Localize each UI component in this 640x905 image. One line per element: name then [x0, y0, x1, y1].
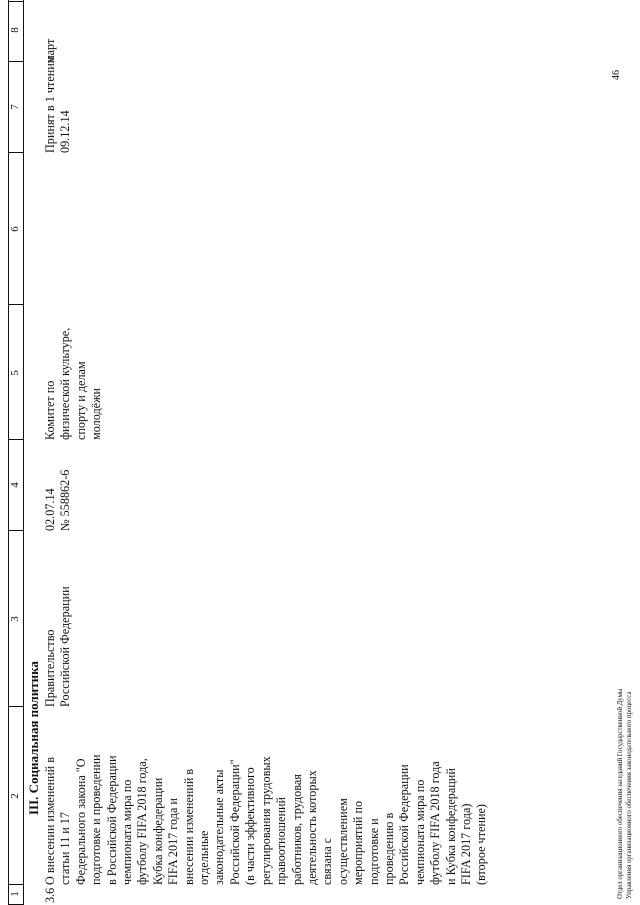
header-bottom-rule: [23, 0, 24, 905]
row-number: 3.6: [43, 887, 57, 903]
text-line: (второе чтение): [474, 804, 489, 885]
text-line: Федерального закона "О: [73, 758, 88, 885]
month-label: март: [43, 38, 57, 63]
text-line: FIFA 2017 года и: [166, 798, 181, 885]
bill-status: [43, 3, 74, 153]
column-number: 5: [9, 370, 21, 376]
text-line: статьи 11 и 17: [58, 812, 73, 885]
section-title: III. Социальная политика: [26, 661, 41, 815]
text-line: (в части эффективного: [243, 767, 258, 885]
text-line: осуществлением: [335, 798, 350, 885]
text-line: подготовке и: [366, 818, 381, 885]
registration-date: [43, 441, 74, 531]
footer-line: Управления организационного обеспечения законодательного процесса: [626, 691, 633, 899]
text-line: в Российской Федерации: [104, 755, 119, 885]
footer: [616, 689, 634, 899]
column-separator: [8, 304, 23, 305]
text-line: 09.12.14: [58, 110, 73, 153]
text-line: и Кубка конфедераций: [443, 768, 458, 885]
header-top-rule: [8, 0, 9, 905]
text-line: Российской Федерации": [227, 759, 242, 885]
text-line: регулирования трудовых: [258, 756, 273, 885]
page-number: 46: [611, 70, 622, 80]
text-line: Принят в 1 чтении: [43, 56, 57, 153]
text-line: деятельность которых: [304, 770, 319, 885]
text-line: работников, трудовая: [289, 774, 304, 885]
footer-line: Отдел организационного обеспечения заседаний Государственной Думы: [617, 688, 624, 899]
column-number: 1: [9, 891, 21, 897]
text-line: отдельные: [197, 830, 212, 885]
initiator: [43, 531, 74, 707]
text-line: законодательные акты: [212, 769, 227, 885]
responsible-committee: [43, 260, 105, 440]
text-line: О внесении изменений в: [43, 756, 57, 885]
text-line: проведению в: [381, 812, 396, 885]
text-line: Российской Федерации: [58, 586, 73, 707]
text-line: чемпионата мира по: [412, 779, 427, 885]
text-line: FIFA 2017 года): [458, 803, 473, 885]
column-number: 4: [9, 482, 21, 488]
text-line: Российской Федерации: [397, 764, 412, 885]
text-line: связана с: [320, 837, 335, 885]
column-separator: [8, 530, 23, 531]
text-line: Комитет по: [43, 380, 57, 440]
column-separator: [8, 439, 23, 440]
text-line: чемпионата мира по: [120, 779, 135, 885]
text-line: подготовке и проведении: [89, 754, 104, 885]
bill-title: [43, 707, 490, 885]
column-separator: [8, 152, 23, 153]
column-separator: [8, 1, 23, 2]
column-separator: [8, 706, 23, 707]
column-number: 6: [9, 226, 21, 232]
text-line: спорту и делам: [73, 361, 88, 440]
text-line: молодёжи: [89, 387, 104, 440]
text-line: 02.07.14: [43, 488, 57, 531]
text-line: правоотношений: [274, 796, 289, 885]
column-number: 8: [9, 27, 21, 33]
text-line: Кубка конфедерации: [150, 777, 165, 885]
text-line: физической культуре,: [58, 327, 73, 440]
column-number: 3: [9, 616, 21, 622]
text-line: мероприятий по: [351, 800, 366, 885]
text-line: футболу FIFA 2018 года,: [135, 758, 150, 885]
column-separator: [8, 61, 23, 62]
text-line: внесении изменений в: [181, 768, 196, 885]
column-number: 7: [9, 104, 21, 110]
text-line: Правительство: [43, 629, 57, 707]
text-line: № 558862-6: [58, 469, 73, 531]
text-line: футболу FIFA 2018 года: [428, 761, 443, 885]
column-number: 2: [9, 793, 21, 799]
